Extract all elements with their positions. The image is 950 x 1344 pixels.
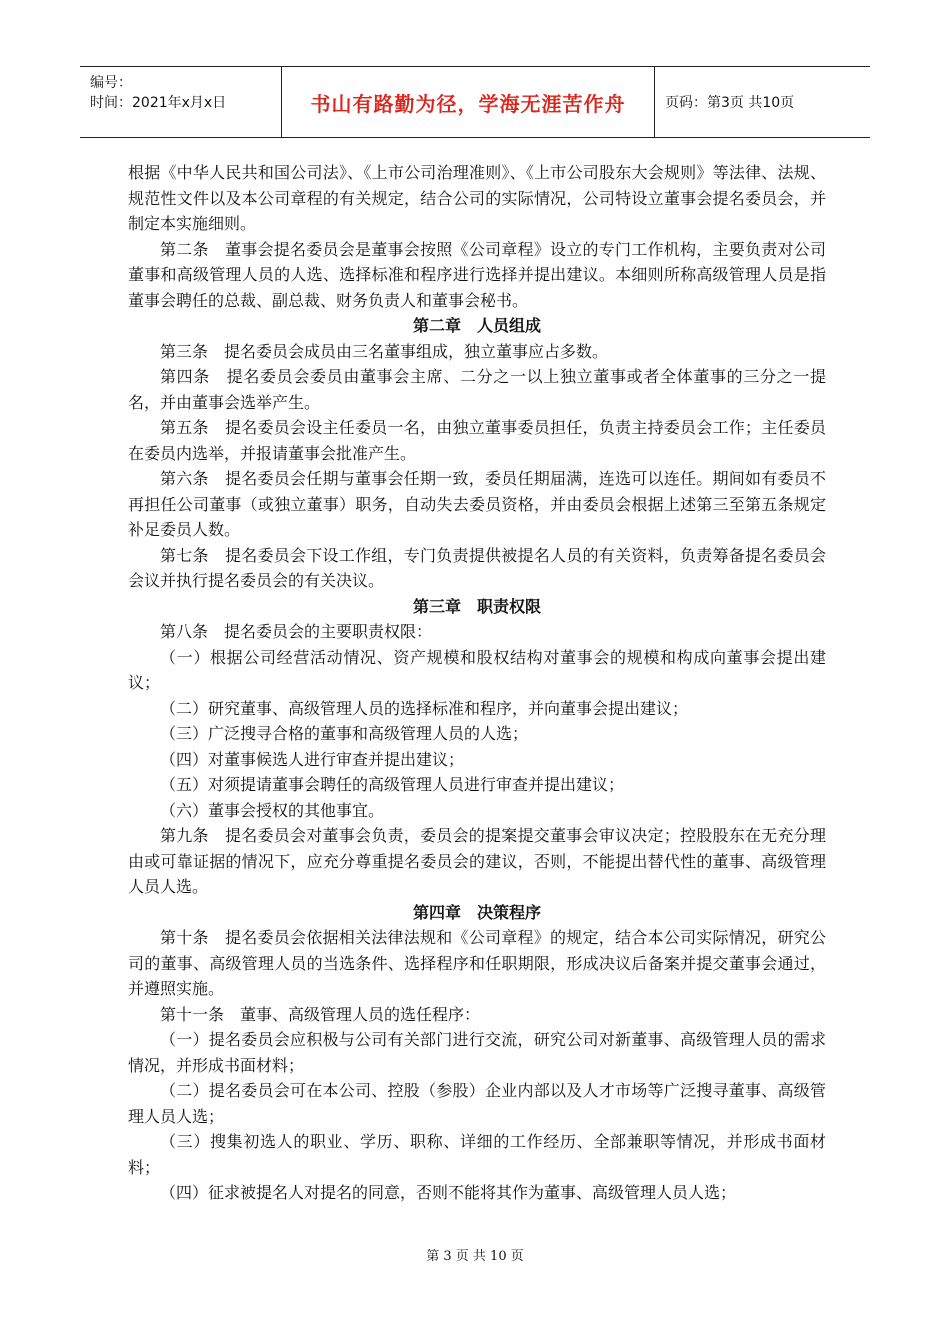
chapter-heading: 第二章 人员组成 xyxy=(412,316,541,335)
body-paragraph: 第五条 提名委员会设主任委员一名，由独立董事委员担任，负责主持委员会工作；主任委员在委员内选举，并报请董事会批准产生。 xyxy=(128,418,826,463)
body-paragraph: 第十一条 董事、高级管理人员的选任程序： xyxy=(160,1004,481,1024)
body-paragraph: 第七条 提名委员会下设工作组，专门负责提供被提名人员的有关资料，负责筹备提名委员会会议并执行提名委员会的有关决议。 xyxy=(128,545,826,590)
header-page-number: 页码：第3页 共10页 xyxy=(665,95,795,111)
body-paragraph: （一）根据公司经营活动情况、资产规模和股权结构对董事会的规模和构成向董事会提出建议； xyxy=(128,647,826,692)
document-header xyxy=(80,66,870,138)
chapter-heading: 第四章 决策程序 xyxy=(412,902,541,922)
body-paragraph: （四）征求被提名人对提名的同意，否则不能将其作为董事、高级管理人员人选； xyxy=(160,1183,737,1202)
body-paragraph: （三）广泛搜寻合格的董事和高级管理人员的人选； xyxy=(160,724,529,743)
document-body xyxy=(128,160,826,1206)
header-slogan: 书山有路勤为径，学海无涯苦作舟 xyxy=(282,67,655,137)
document-date-label: 时间：2021年x月x日 xyxy=(90,95,227,111)
body-paragraph: 第三条 提名委员会成员由三名董事组成，独立董事应占多数。 xyxy=(160,341,609,361)
body-paragraph: （四）对董事候选人进行审查并提出建议； xyxy=(160,749,465,769)
body-paragraph: （二）研究董事、高级管理人员的选择标准和程序，并向董事会提出建议； xyxy=(160,698,689,718)
body-paragraph: 第十条 提名委员会依据相关法律法规和《公司章程》的规定，结合本公司实际情况，研究公司的董事、高级管理人员的当选条件、选择程序和任职期限，形成决议后备案并提交董事会通过，并遵照实施。 xyxy=(128,928,826,998)
body-paragraph: 第二条 董事会提名委员会是董事会按照《公司章程》设立的专门工作机构，主要负责对公司董事和高级管理人员的人选、选择标准和程序进行选择并提出建议。本细则所称高级管理人员是指董事会聘任的总裁、副总裁、财务负责人和董事会秘书。 xyxy=(128,239,826,310)
body-paragraph: 第六条 提名委员会任期与董事会任期一致，委员任期届满，连选可以连任。期间如有委员不再担任公司董事（或独立董事）职务，自动失去委员资格，并由委员会根据上述第三至第五条规定补足委员人数。 xyxy=(128,469,826,539)
body-paragraph: 第九条 提名委员会对董事会负责，委员会的提案提交董事会审议决定；控股股东在无充分理由或可靠证据的情况下，应充分尊重提名委员会的建议，否则，不能提出替代性的董事、高级管理人员人选。 xyxy=(128,826,826,896)
header-meta xyxy=(80,67,282,137)
page-footer: 第 3 页 共 10 页 xyxy=(426,1249,524,1264)
body-paragraph: 根据《中华人民共和国公司法》、《上市公司治理准则》、《上市公司股东大会规则》等法律、法规、规范性文件以及本公司章程的有关规定，结合公司的实际情况，公司特设立董事会提名委员会，并制定本实施细则。 xyxy=(128,163,826,233)
document-number-label: 编号： xyxy=(90,75,132,91)
body-paragraph: 第四条 提名委员会委员由董事会主席、二分之一以上独立董事或者全体董事的三分之一提名，并由董事会选举产生。 xyxy=(128,367,826,412)
body-paragraph: （一）提名委员会应积极与公司有关部门进行交流，研究公司对新董事、高级管理人员的需求情况，并形成书面材料； xyxy=(128,1030,826,1075)
body-paragraph: （二）提名委员会可在本公司、控股（参股）企业内部以及人才市场等广泛搜寻董事、高级管理人员人选； xyxy=(128,1081,826,1126)
body-paragraph: （六）董事会授权的其他事宜。 xyxy=(160,800,385,820)
body-paragraph: （五）对须提请董事会聘任的高级管理人员进行审查并提出建议； xyxy=(160,775,625,794)
body-paragraph: 第八条 提名委员会的主要职责权限： xyxy=(160,622,433,641)
chapter-heading: 第三章 职责权限 xyxy=(412,596,541,616)
body-paragraph: （三）搜集初选人的职业、学历、职称、详细的工作经历、全部兼职等情况，并形成书面材料； xyxy=(128,1132,826,1177)
